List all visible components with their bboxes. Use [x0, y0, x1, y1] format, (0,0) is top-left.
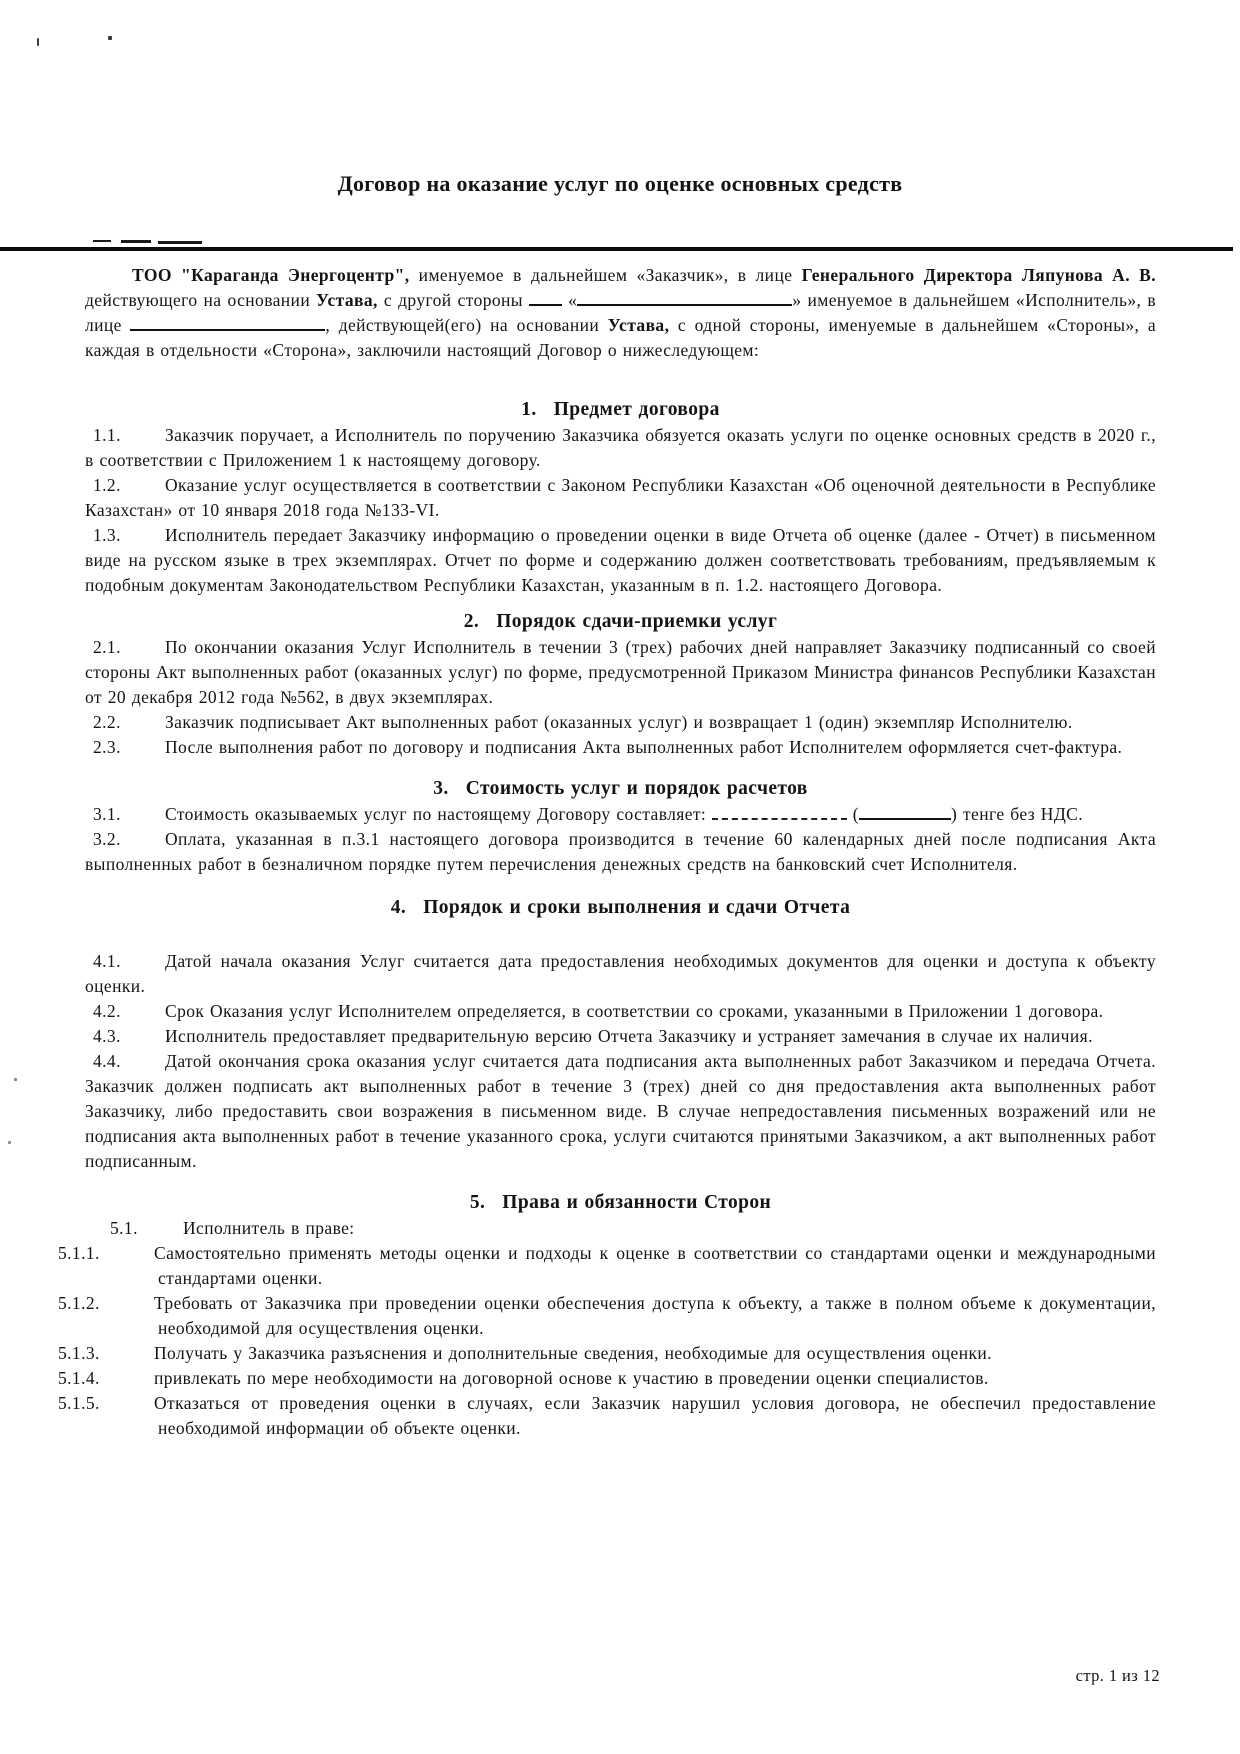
scan-artifact [8, 1141, 11, 1144]
item-3-1: 3.1. Стоимость оказываемых услуг по настоящему Договору составляет: ( ) тенге без НДС. [93, 804, 1084, 824]
item-5-1-3: 5.1.3. Получать у Заказчика разъяснения и дополнительные сведения, необходимые для осуществления оценки. [58, 1343, 992, 1363]
item-1-1: 1.1. Заказчик поручает, а Исполнитель по поручению Заказчика обязуется оказать услуги по оценке основных средств в 2020 г., в соответствии с Приложением 1 к настоящему договору. [85, 425, 1156, 470]
item-2-3: 2.3. После выполнения работ по договору и подписания Акта выполненных работ Исполнителем оформляется счет-фактура. [93, 737, 1123, 757]
customer-name: ТОО "Караганда Энергоцентр", [132, 265, 410, 285]
section-3-heading: 3. Стоимость услуг и порядок расчетов [433, 778, 808, 799]
item-5-1-5: 5.1.5. Отказаться от проведения оценки в случаях, если Заказчик нарушил условия договора, не обеспечил предоставление необходимой информации об объекте оценки. [58, 1393, 1156, 1438]
section-5-heading: 5. Права и обязанности Сторон [469, 1192, 772, 1213]
scan-artifact-dash [121, 240, 151, 243]
blank-line [529, 291, 562, 306]
director-name: Генерального Директора Ляпунова А. В. [801, 265, 1156, 285]
item-5-1-1: 5.1.1. Самостоятельно применять методы оценки и подходы к оценке в соответствии со стандартами оценки и международными стандартами оценки. [58, 1243, 1156, 1288]
item-5-1: 5.1. Исполнитель в праве: [110, 1218, 355, 1238]
section-1-heading: 1. Предмет договора [521, 399, 720, 420]
item-5-1-2: 5.1.2. Требовать от Заказчика при проведении оценки обеспечения доступа к объекту, а также в полном объеме к документации, необходимой для осуществления оценки. [58, 1293, 1156, 1338]
scan-artifact [108, 36, 112, 40]
item-5-1-4: 5.1.4. привлекать по мере необходимости на договорной основе к участию в проведении оценки специалистов. [58, 1368, 989, 1388]
item-4-4: 4.4. Датой окончания срока оказания услуг считается дата подписания акта выполненных работ Заказчиком и передача Отчета. Заказчик должен подписать акт выполненных работ в течение 3 (трех) дней со дня предоставления акта выполненных работ Заказчику, либо предоставить свои возражения в письменном виде. В случае непредоставления письменных возражений или не подписания акта выполненных работ в течение указанного срока, услуги считаются принятыми Заказчиком, а акт выполненных работ подписанным. [85, 1051, 1156, 1171]
scan-artifact [37, 38, 39, 46]
item-4-1: 4.1. Датой начала оказания Услуг считается дата предоставления необходимых документов для оценки и доступа к объекту оценки. [85, 951, 1156, 996]
section-4-heading: 4. Порядок и сроки выполнения и сдачи Отчета [390, 897, 851, 918]
blank-line-contractor-name [577, 291, 792, 306]
item-2-1: 2.1. По окончании оказания Услуг Исполнитель в течении 3 (трех) рабочих дней направляет Заказчику подписанный со своей стороны Акт выполненных работ (оказанных услуг) по форме, предусмотренной Приказом Министра финансов Республики Казахстан от 20 декабря 2012 года №562, в двух экземплярах. [85, 637, 1156, 707]
item-1-2: 1.2. Оказание услуг осуществляется в соответствии с Законом Республики Казахстан «Об оценочной деятельности в Республике Казахстан» от 10 января 2018 года №133-VI. [85, 475, 1156, 520]
page-title: Договор на оказание услуг по оценке основных средств [337, 171, 903, 196]
scan-artifact-dash [93, 240, 111, 242]
item-3-2: 3.2. Оплата, указанная в п.3.1 настоящего договора производится в течение 60 календарных дней после подписания Акта выполненных работ в безналичном порядке путем перечисления денежных средств на банковский счет Исполнителя. [85, 829, 1156, 874]
document-body [0, 263, 1240, 1441]
item-1-3: 1.3. Исполнитель передает Заказчику информацию о проведении оценки в виде Отчета об оценке (далее - Отчет) в письменном виде на русском языке в трех экземплярах. Отчет по форме и содержанию должен соответствовать требованиям, предъявляемым к подобным документам Законодательством Республики Казахстан, указанным в п. 1.2. настоящего Договора. [85, 525, 1156, 595]
scan-artifact [14, 1078, 17, 1081]
blank-line-person-name [130, 316, 325, 331]
blank-line-amount [712, 805, 847, 820]
page-number: стр. 1 из 12 [1075, 1666, 1160, 1685]
item-2-2: 2.2. Заказчик подписывает Акт выполненных работ (оказанных услуг) и возвращает 1 (один) экземпляр Исполнителю. [93, 712, 1073, 732]
blank-line-amount-words [859, 805, 951, 820]
item-4-2: 4.2. Срок Оказания услуг Исполнителем определяется, в соответствии со сроками, указанными в Приложении 1 договора. [93, 1001, 1104, 1021]
intro-paragraph: ТОО "Караганда Энергоцентр", именуемое в дальнейшем «Заказчик», в лице Генерального Директора Ляпунова А. В. действующего на основании Устава, с другой стороны « » именуемое в дальнейшем «Исполнитель», в лице , действующей(его) на основании Устава, с одной стороны, именуемые в дальнейшем «Стороны», а каждая в отдельности «Сторона», заключили настоящий Договор о нижеследующем: [85, 265, 1156, 360]
item-4-3: 4.3. Исполнитель предоставляет предварительную версию Отчета Заказчику и устраняет замечания в случае их наличия. [93, 1026, 1093, 1046]
section-2-heading: 2. Порядок сдачи-приемки услуг [463, 611, 778, 632]
scan-artifact-dash [158, 241, 202, 244]
separator-rule [0, 247, 1233, 251]
